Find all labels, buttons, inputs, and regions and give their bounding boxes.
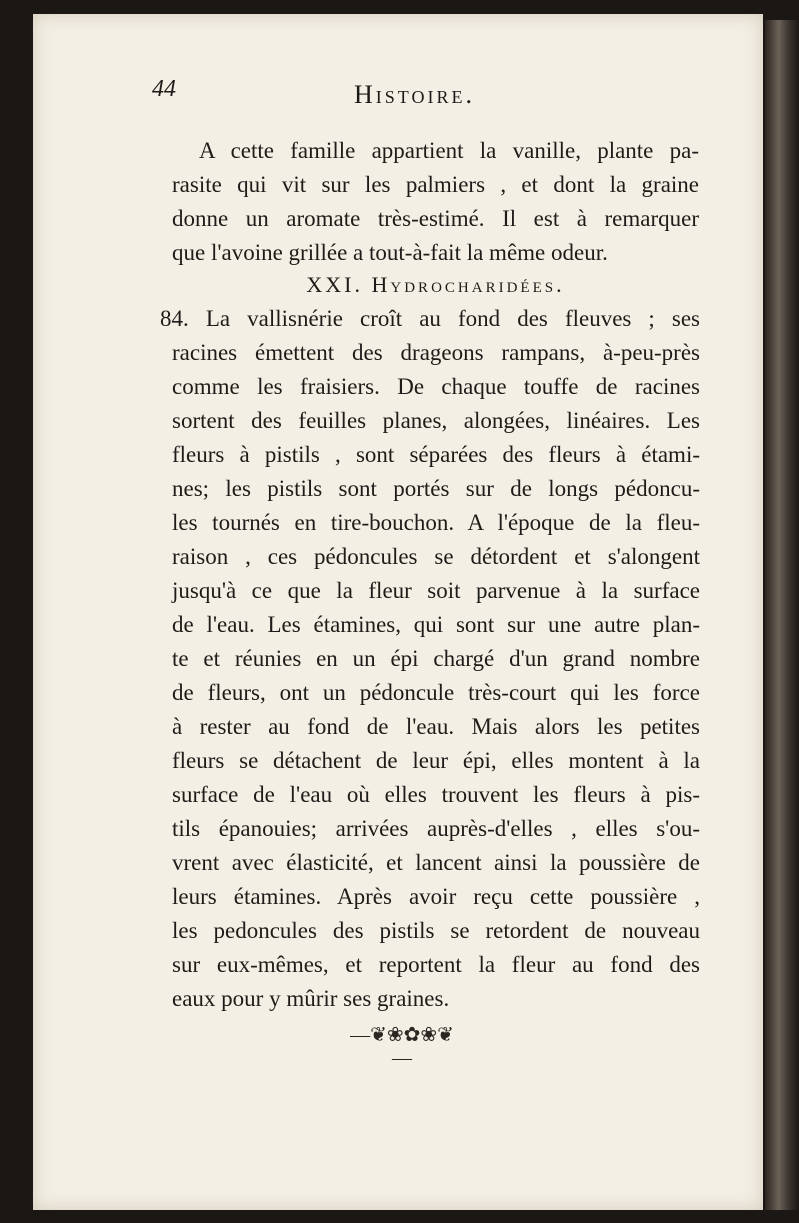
text-line: de l'eau. Les étamines, qui sont sur une autre plan-: [172, 612, 700, 637]
text-line: raison , ces pédoncules se détordent et s'alongent: [172, 544, 700, 569]
text-line: eaux pour y mûrir ses graines.: [172, 986, 450, 1011]
text-line: sortent des feuilles planes, alongées, linéaires. Les: [172, 408, 700, 433]
text-line: les pedoncules des pistils se retordent de nouveau: [172, 918, 700, 943]
text-line: les tournés en tire-bouchon. A l'époque de la fleu-: [172, 510, 700, 535]
text-line: leurs étamines. Après avoir reçu cette poussière ,: [172, 884, 700, 909]
text-line: donne un aromate très-estimé. Il est à remarquer: [172, 206, 699, 231]
text-line: surface de l'eau où elles trouvent les fleurs à pis-: [172, 782, 700, 807]
page-header: [152, 70, 712, 120]
text-line: sur eux-mêmes, et reportent la fleur au fond des: [172, 952, 700, 977]
text-line: A cette famille appartient la vanille, plante pa-: [199, 138, 699, 163]
text-line: te et réunies en un épi chargé d'un grand nombre: [172, 646, 700, 671]
section-end-ornament: —❦❀✿❀❦—: [350, 1024, 454, 1069]
text-line: nes; les pistils sont portés sur de longs pédoncu-: [172, 476, 700, 501]
text-line: racines émettent des drageons rampans, à-peu-près: [172, 340, 700, 365]
text-line: rasite qui vit sur les palmiers , et dont la graine: [172, 172, 699, 197]
text-line: fleurs à pistils , sont séparées des fleurs à étami-: [172, 442, 700, 467]
text-line: fleurs se détachent de leur épi, elles montent à la: [172, 748, 700, 773]
page-number: 44: [152, 76, 176, 102]
text-line: que l'avoine grillée a tout-à-fait la même odeur.: [172, 240, 608, 265]
text-line: de fleurs, ont un pédoncule très-court qui les force: [172, 680, 700, 705]
running-title: Histoire.: [354, 80, 475, 109]
text-line: jusqu'à ce que la fleur soit parvenue à la surface: [172, 578, 700, 603]
text-line: 84. La vallisnérie croît au fond des fleuves ; ses: [160, 306, 700, 331]
text-line: comme les fraisiers. De chaque touffe de racines: [172, 374, 700, 399]
text-line: tils épanouies; arrivées auprès-d'elles , elles s'ou-: [172, 816, 700, 841]
section-title: XXI. Hydrocharidées.: [306, 272, 565, 297]
book-spine: [765, 20, 799, 1210]
text-line: vrent avec élasticité, et lancent ainsi la poussière de: [172, 850, 700, 875]
text-line: à rester au fond de l'eau. Mais alors les petites: [172, 714, 700, 739]
